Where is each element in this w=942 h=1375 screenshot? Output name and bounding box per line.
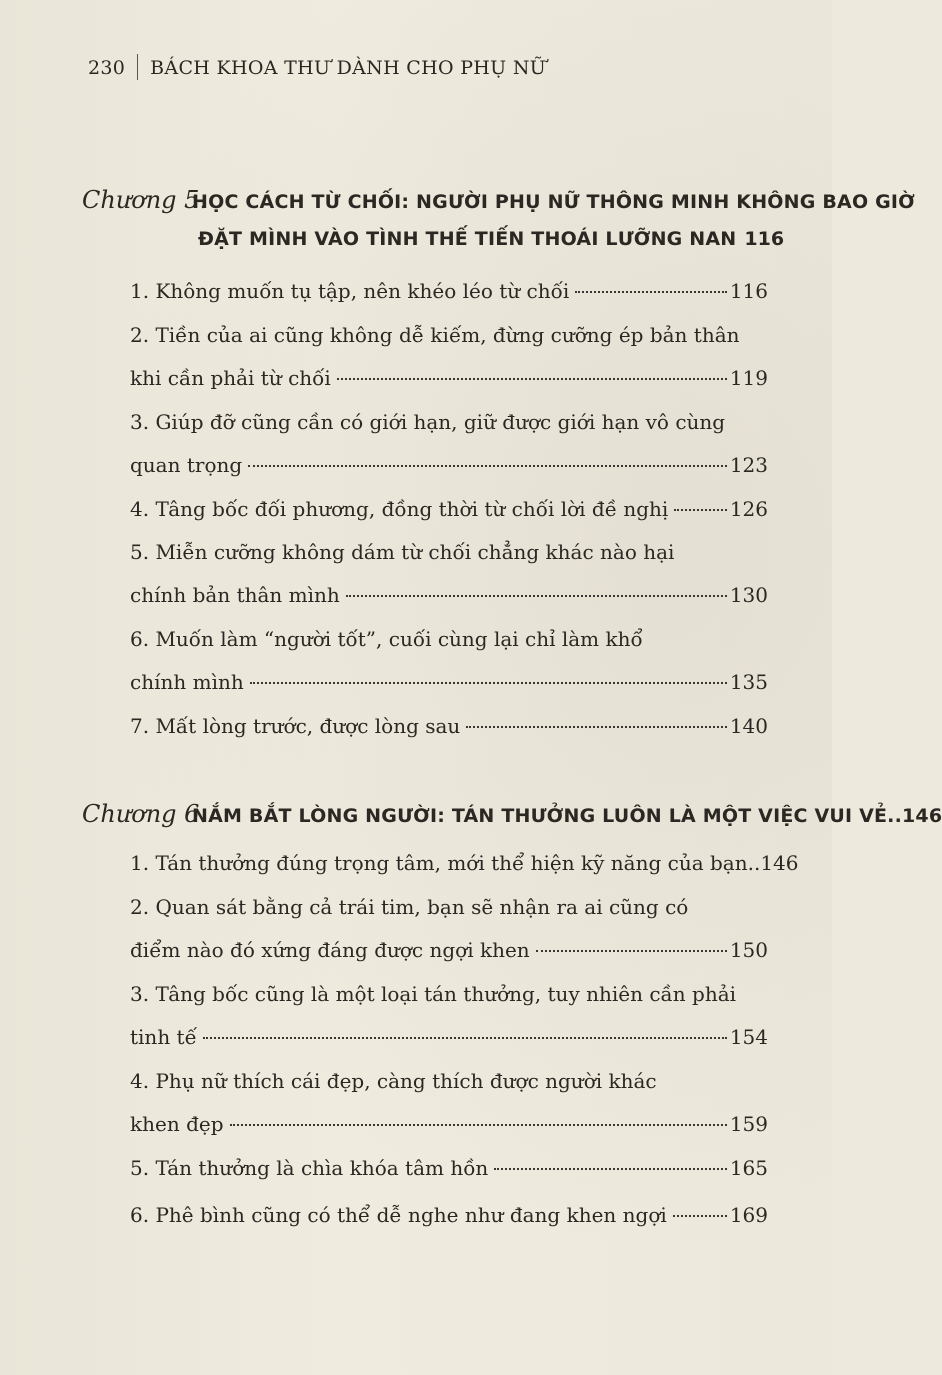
entry-text: 4. Phụ nữ thích cái đẹp, càng thích được người khác bbox=[130, 1069, 657, 1093]
entry-page: 169 bbox=[729, 1203, 768, 1227]
chapter-title-line1: HỌC CÁCH TỪ CHỐI: NGƯỜI PHỤ NỮ THÔNG MINH KHÔNG BAO GIỜ bbox=[192, 191, 915, 213]
toc-entry bbox=[130, 973, 768, 1059]
entry-text: 7. Mất lòng trước, được lòng sau bbox=[130, 714, 461, 738]
chapter-title-line1: NẮM BẮT LÒNG NGƯỜI: TÁN THƯỞNG LUÔN LÀ MỘT VIỆC VUI VẺ..146 bbox=[192, 805, 942, 827]
entry-page: 116 bbox=[729, 279, 768, 303]
toc-entry bbox=[130, 488, 768, 531]
entry-page: 123 bbox=[729, 453, 768, 477]
dot-leader bbox=[248, 465, 727, 467]
entry-text: khi cần phải từ chối bbox=[130, 366, 331, 390]
entry-text: chính bản thân mình bbox=[130, 583, 340, 607]
chapter-5-heading bbox=[82, 186, 915, 250]
entry-text: 2. Quan sát bằng cả trái tim, bạn sẽ nhận ra ai cũng có bbox=[130, 895, 689, 919]
entry-page: 135 bbox=[729, 670, 768, 694]
dot-leader bbox=[673, 1215, 727, 1217]
entry-text: tinh tế bbox=[130, 1025, 197, 1049]
toc-entry bbox=[130, 531, 768, 617]
toc-entry bbox=[130, 705, 768, 748]
toc-entry bbox=[130, 314, 768, 400]
toc-entry bbox=[130, 842, 799, 885]
entry-text: 3. Tâng bốc cũng là một loại tán thưởng, tuy nhiên cần phải bbox=[130, 982, 737, 1006]
chapter-label: Chương 6. bbox=[82, 800, 208, 828]
entry-text: điểm nào đó xứng đáng được ngợi khen bbox=[130, 938, 530, 962]
entry-text: 2. Tiền của ai cũng không dễ kiếm, đừng cưỡng ép bản thân bbox=[130, 323, 740, 347]
entry-text: 1. Không muốn tụ tập, nên khéo léo từ chối bbox=[130, 279, 570, 303]
page-number: 230 bbox=[88, 57, 126, 79]
book-title: BÁCH KHOA THƯ DÀNH CHO PHỤ NỮ bbox=[150, 57, 547, 79]
entry-text: chính mình bbox=[130, 670, 244, 694]
entry-text: 6. Muốn làm “người tốt”, cuối cùng lại chỉ làm khổ bbox=[130, 627, 643, 651]
entry-text: quan trọng bbox=[130, 453, 243, 477]
chapter-page-number: 116 bbox=[744, 228, 785, 250]
dot-leader bbox=[466, 726, 727, 728]
entry-page: 126 bbox=[729, 497, 768, 521]
entry-text: 1. Tán thưởng đúng trọng tâm, mới thể hiện kỹ năng của bạn.. bbox=[130, 851, 761, 875]
entry-page: 130 bbox=[729, 583, 768, 607]
toc-entry bbox=[130, 270, 768, 313]
entry-text: 6. Phê bình cũng có thể dễ nghe như đang khen ngợi bbox=[130, 1203, 667, 1227]
entry-page: 159 bbox=[729, 1112, 768, 1136]
entry-page: 119 bbox=[729, 366, 768, 390]
entry-page: 165 bbox=[729, 1156, 768, 1180]
entry-page: 150 bbox=[729, 938, 768, 962]
dot-leader bbox=[494, 1168, 727, 1170]
dot-leader bbox=[203, 1037, 727, 1039]
entry-text: 5. Tán thưởng là chìa khóa tâm hồn bbox=[130, 1156, 489, 1180]
dot-leader bbox=[346, 595, 727, 597]
header-divider bbox=[137, 54, 138, 80]
chapter-title-line2: ĐẶT MÌNH VÀO TÌNH THẾ TIẾN THOÁI LƯỠNG NAN bbox=[198, 228, 737, 250]
running-header bbox=[88, 56, 546, 82]
entry-text: 3. Giúp đỡ cũng cần có giới hạn, giữ được giới hạn vô cùng bbox=[130, 410, 726, 434]
entry-text: 4. Tâng bốc đối phương, đồng thời từ chối lời đề nghị bbox=[130, 497, 669, 521]
dot-leader bbox=[230, 1124, 727, 1126]
dot-leader bbox=[337, 378, 727, 380]
entry-page: 146 bbox=[760, 851, 799, 875]
toc-entry bbox=[130, 1060, 768, 1146]
dot-leader bbox=[674, 509, 726, 511]
entry-text: khen đẹp bbox=[130, 1112, 224, 1136]
toc-entry bbox=[130, 1194, 768, 1237]
dot-leader bbox=[250, 682, 727, 684]
chapter-label: Chương 5. bbox=[82, 186, 208, 214]
toc-entry bbox=[130, 401, 768, 487]
entry-page: 140 bbox=[729, 714, 768, 738]
entry-page: 154 bbox=[729, 1025, 768, 1049]
entry-text: 5. Miễn cưỡng không dám từ chối chẳng khác nào hại bbox=[130, 540, 675, 564]
chapter-6-heading bbox=[82, 800, 942, 828]
toc-entry bbox=[130, 1147, 768, 1190]
toc-entry bbox=[130, 618, 768, 704]
dot-leader bbox=[536, 950, 727, 952]
dot-leader bbox=[575, 291, 727, 293]
toc-entry bbox=[130, 886, 768, 972]
